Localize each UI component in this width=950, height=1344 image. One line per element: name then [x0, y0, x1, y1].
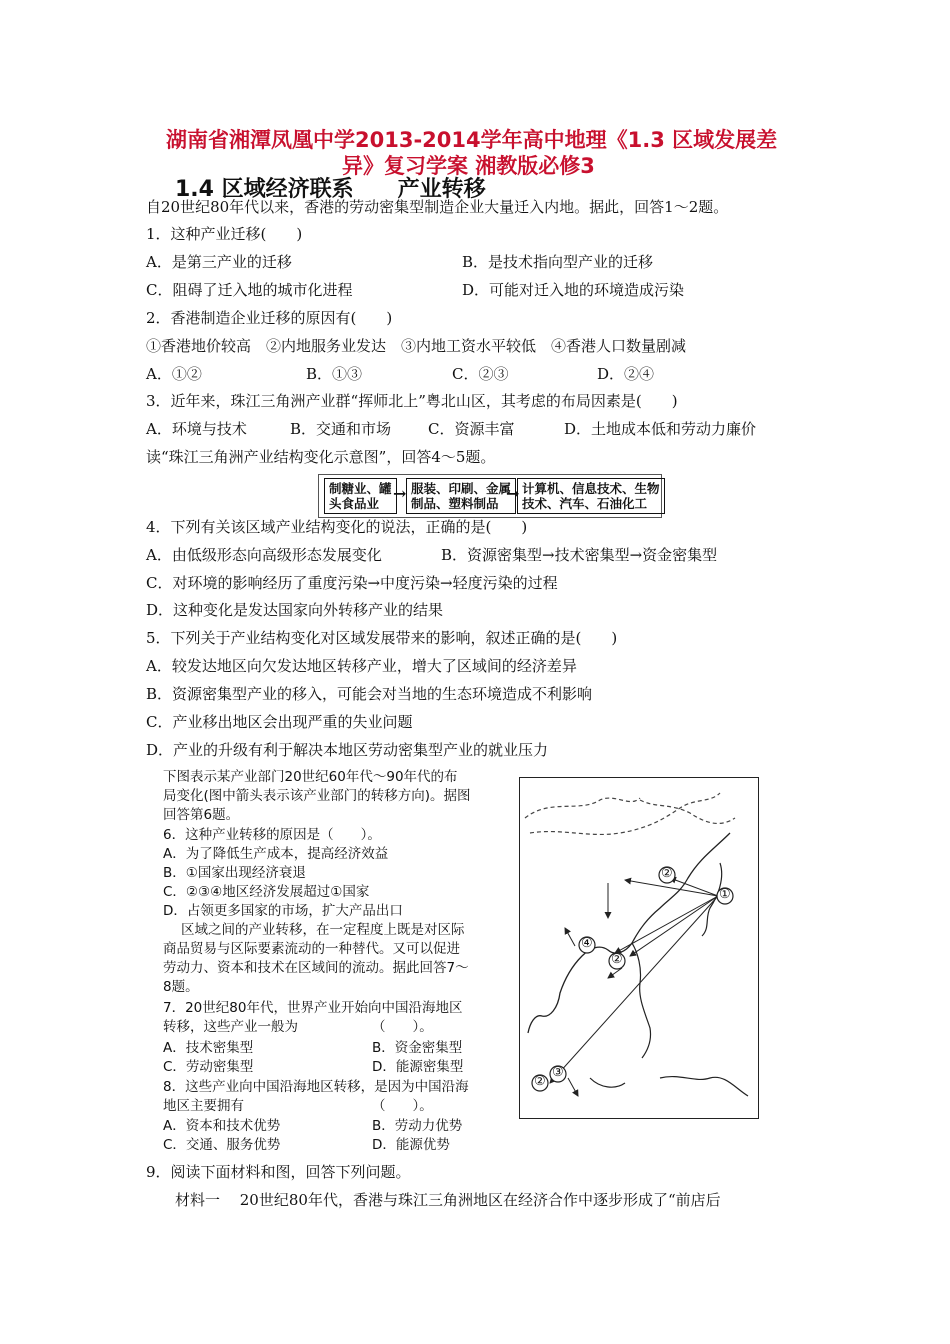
q8-option-c: C．交通、服务优势 — [163, 1137, 281, 1153]
q6-option-a: A．为了降低生产成本，提高经济效益 — [163, 846, 389, 862]
industry-transfer-map — [519, 777, 759, 1119]
map-label-2b: ② — [611, 952, 623, 967]
q8-stem-2: 地区主要拥有 — [163, 1098, 244, 1114]
flow-box-2-line1: 服装、印刷、金属 — [411, 481, 512, 496]
q8-paren: （ ）。 — [372, 1098, 433, 1114]
section-heading: 1.4 区域经济联系 产业转移 — [175, 177, 486, 202]
map-label-2c: ② — [534, 1074, 546, 1089]
map-border-dashed-2 — [530, 793, 720, 834]
q7-paren: （ ）。 — [372, 1019, 433, 1035]
flow-arrow-2: → — [506, 484, 520, 503]
map-arrow-4 — [550, 896, 718, 1083]
map-islands — [660, 1077, 748, 1096]
q1-option-a: A．是第三产业的迁移 — [146, 253, 292, 271]
q3-option-c: C．资源丰富 — [428, 420, 515, 438]
q5-option-c: C．产业移出地区会出现严重的失业问题 — [146, 713, 413, 731]
q4-stem: 4．下列有关该区域产业结构变化的说法，正确的是( ) — [146, 518, 528, 536]
q5-option-b: B．资源密集型产业的移入，可能会对当地的生态环境造成不利影响 — [146, 685, 593, 703]
q3-stem: 3．近年来，珠江三角洲产业群“挥师北上”粤北山区，其考虑的布局因素是( ) — [146, 392, 678, 410]
flow-box-3-line2: 技术、汽车、石油化工 — [522, 496, 648, 511]
q3-option-d: D．土地成本低和劳动力廉价 — [564, 420, 757, 438]
map-label-1: ① — [719, 887, 731, 902]
q1-option-c: C．阻碍了迁入地的城市化进程 — [146, 281, 353, 299]
q4-option-a: A．由低级形态向高级形态发展变化 — [146, 546, 382, 564]
document-title-line1: 湖南省湘潭凤凰中学2013-2014学年高中地理《1.3 区域发展差 — [166, 128, 778, 152]
map-coastline — [528, 833, 730, 1033]
q2-option-d: D．②④ — [597, 365, 655, 383]
q2-stem: 2．香港制造企业迁移的原因有( ) — [146, 309, 393, 327]
map-peninsula — [632, 943, 651, 1058]
q2-option-b: B．①③ — [306, 365, 363, 383]
scan-intro-3: 回答第6题。 — [163, 807, 240, 823]
passage-line-2: 商品贸易与区际要素流动的一种替代。又可以促进 — [163, 941, 460, 957]
flow-box-2 — [406, 478, 516, 514]
flow-box-3-line1: 计算机、信息技术、生物 — [522, 481, 660, 496]
map-label-4: ④ — [581, 936, 593, 951]
read-prompt: 读“珠江三角洲产业结构变化示意图”，回答4～5题。 — [146, 448, 496, 466]
map-arrow-8 — [568, 1078, 578, 1096]
q5-stem: 5．下列关于产业结构变化对区域发展带来的影响，叙述正确的是( ) — [146, 629, 618, 647]
flow-box-2-line2: 制品、塑料制品 — [411, 496, 499, 511]
map-arrow-1 — [625, 880, 718, 896]
q7-option-b: B．资金密集型 — [372, 1040, 463, 1056]
map-arrow-7 — [565, 928, 575, 946]
map-borneo — [590, 1078, 625, 1087]
q6-option-b: B．①国家出现经济衰退 — [163, 865, 306, 881]
q7-option-c: C．劳动密集型 — [163, 1059, 254, 1075]
flow-arrow-1: → — [393, 484, 407, 503]
material-one: 材料一 20世纪80年代，香港与珠江三角洲地区在经济合作中逐步形成了“前店后 — [175, 1191, 721, 1209]
q6-stem: 6．这种产业转移的原因是（ ）。 — [163, 827, 381, 843]
q8-option-d: D．能源优势 — [372, 1137, 450, 1153]
q5-option-d: D．产业的升级有利于解决本地区劳动密集型产业的就业压力 — [146, 741, 549, 759]
q2-items: ①香港地价较高 ②内地服务业发达 ③内地工资水平较低 ④香港人口数量剧减 — [146, 337, 687, 355]
q3-option-b: B．交通和市场 — [290, 420, 392, 438]
flow-box-1 — [324, 478, 397, 514]
intro-text: 自20世纪80年代以来，香港的劳动密集型制造企业大量迁入内地。据此，回答1～2题。 — [146, 198, 729, 216]
passage-line-4: 8题。 — [163, 979, 199, 995]
q4-option-d: D．这种变化是发达国家向外转移产业的结果 — [146, 601, 444, 619]
q6-option-d: D．占领更多国家的市场，扩大产品出口 — [163, 903, 403, 919]
q7-option-d: D．能源密集型 — [372, 1059, 464, 1075]
q1-option-d: D．可能对迁入地的环境造成污染 — [462, 281, 685, 299]
q1-option-b: B．是技术指向型产业的迁移 — [462, 253, 654, 271]
flow-box-3 — [517, 478, 665, 514]
q4-option-c: C．对环境的影响经历了重度污染→中度污染→轻度污染的过程 — [146, 574, 558, 592]
q9-stem: 9．阅读下面材料和图，回答下列问题。 — [146, 1163, 411, 1181]
passage-line-3: 劳动力、资本和技术在区域间的流动。据此回答7～ — [163, 960, 469, 976]
scan-intro-1: 下图表示某产业部门20世纪60年代～90年代的布 — [163, 769, 458, 785]
q3-option-a: A．环境与技术 — [146, 420, 247, 438]
q5-option-a: A．较发达地区向欠发达地区转移产业，增大了区域间的经济差异 — [146, 657, 577, 675]
map-label-2a: ② — [661, 866, 673, 881]
q6-option-c: C．②③④地区经济发展超过①国家 — [163, 884, 370, 900]
q7-stem-1: 7．20世纪80年代，世界产业开始向中国沿海地区 — [163, 1000, 463, 1016]
map-border-dashed-1 — [525, 798, 640, 818]
q8-option-a: A．资本和技术优势 — [163, 1118, 281, 1134]
map-arrow-9 — [608, 968, 622, 978]
document-title-line2: 异》复习学案 湘教版必修3 — [342, 154, 595, 178]
q8-option-b: B．劳动力优势 — [372, 1118, 463, 1134]
q8-stem-1: 8．这些产业向中国沿海地区转移，是因为中国沿海 — [163, 1079, 469, 1095]
q2-option-c: C．②③ — [452, 365, 509, 383]
q7-stem-2: 转移，这些产业一般为 — [163, 1019, 298, 1035]
flow-box-1-line1: 制糖业、罐 — [329, 481, 392, 496]
map-label-3: ③ — [552, 1065, 564, 1080]
q2-option-a: A．①② — [146, 365, 202, 383]
flow-box-1-line2: 头食品业 — [329, 496, 380, 511]
q7-option-a: A．技术密集型 — [163, 1040, 254, 1056]
q4-option-b: B．资源密集型→技术密集型→资金密集型 — [441, 546, 718, 564]
passage-line-1: 区域之间的产业转移，在一定程度上既是对区际 — [181, 922, 465, 938]
q1-stem: 1．这种产业迁移( ) — [146, 225, 303, 243]
scan-intro-2: 局变化(图中箭头表示该产业部门的转移方向)。据图 — [163, 788, 471, 804]
map-arrow-3 — [615, 896, 718, 953]
